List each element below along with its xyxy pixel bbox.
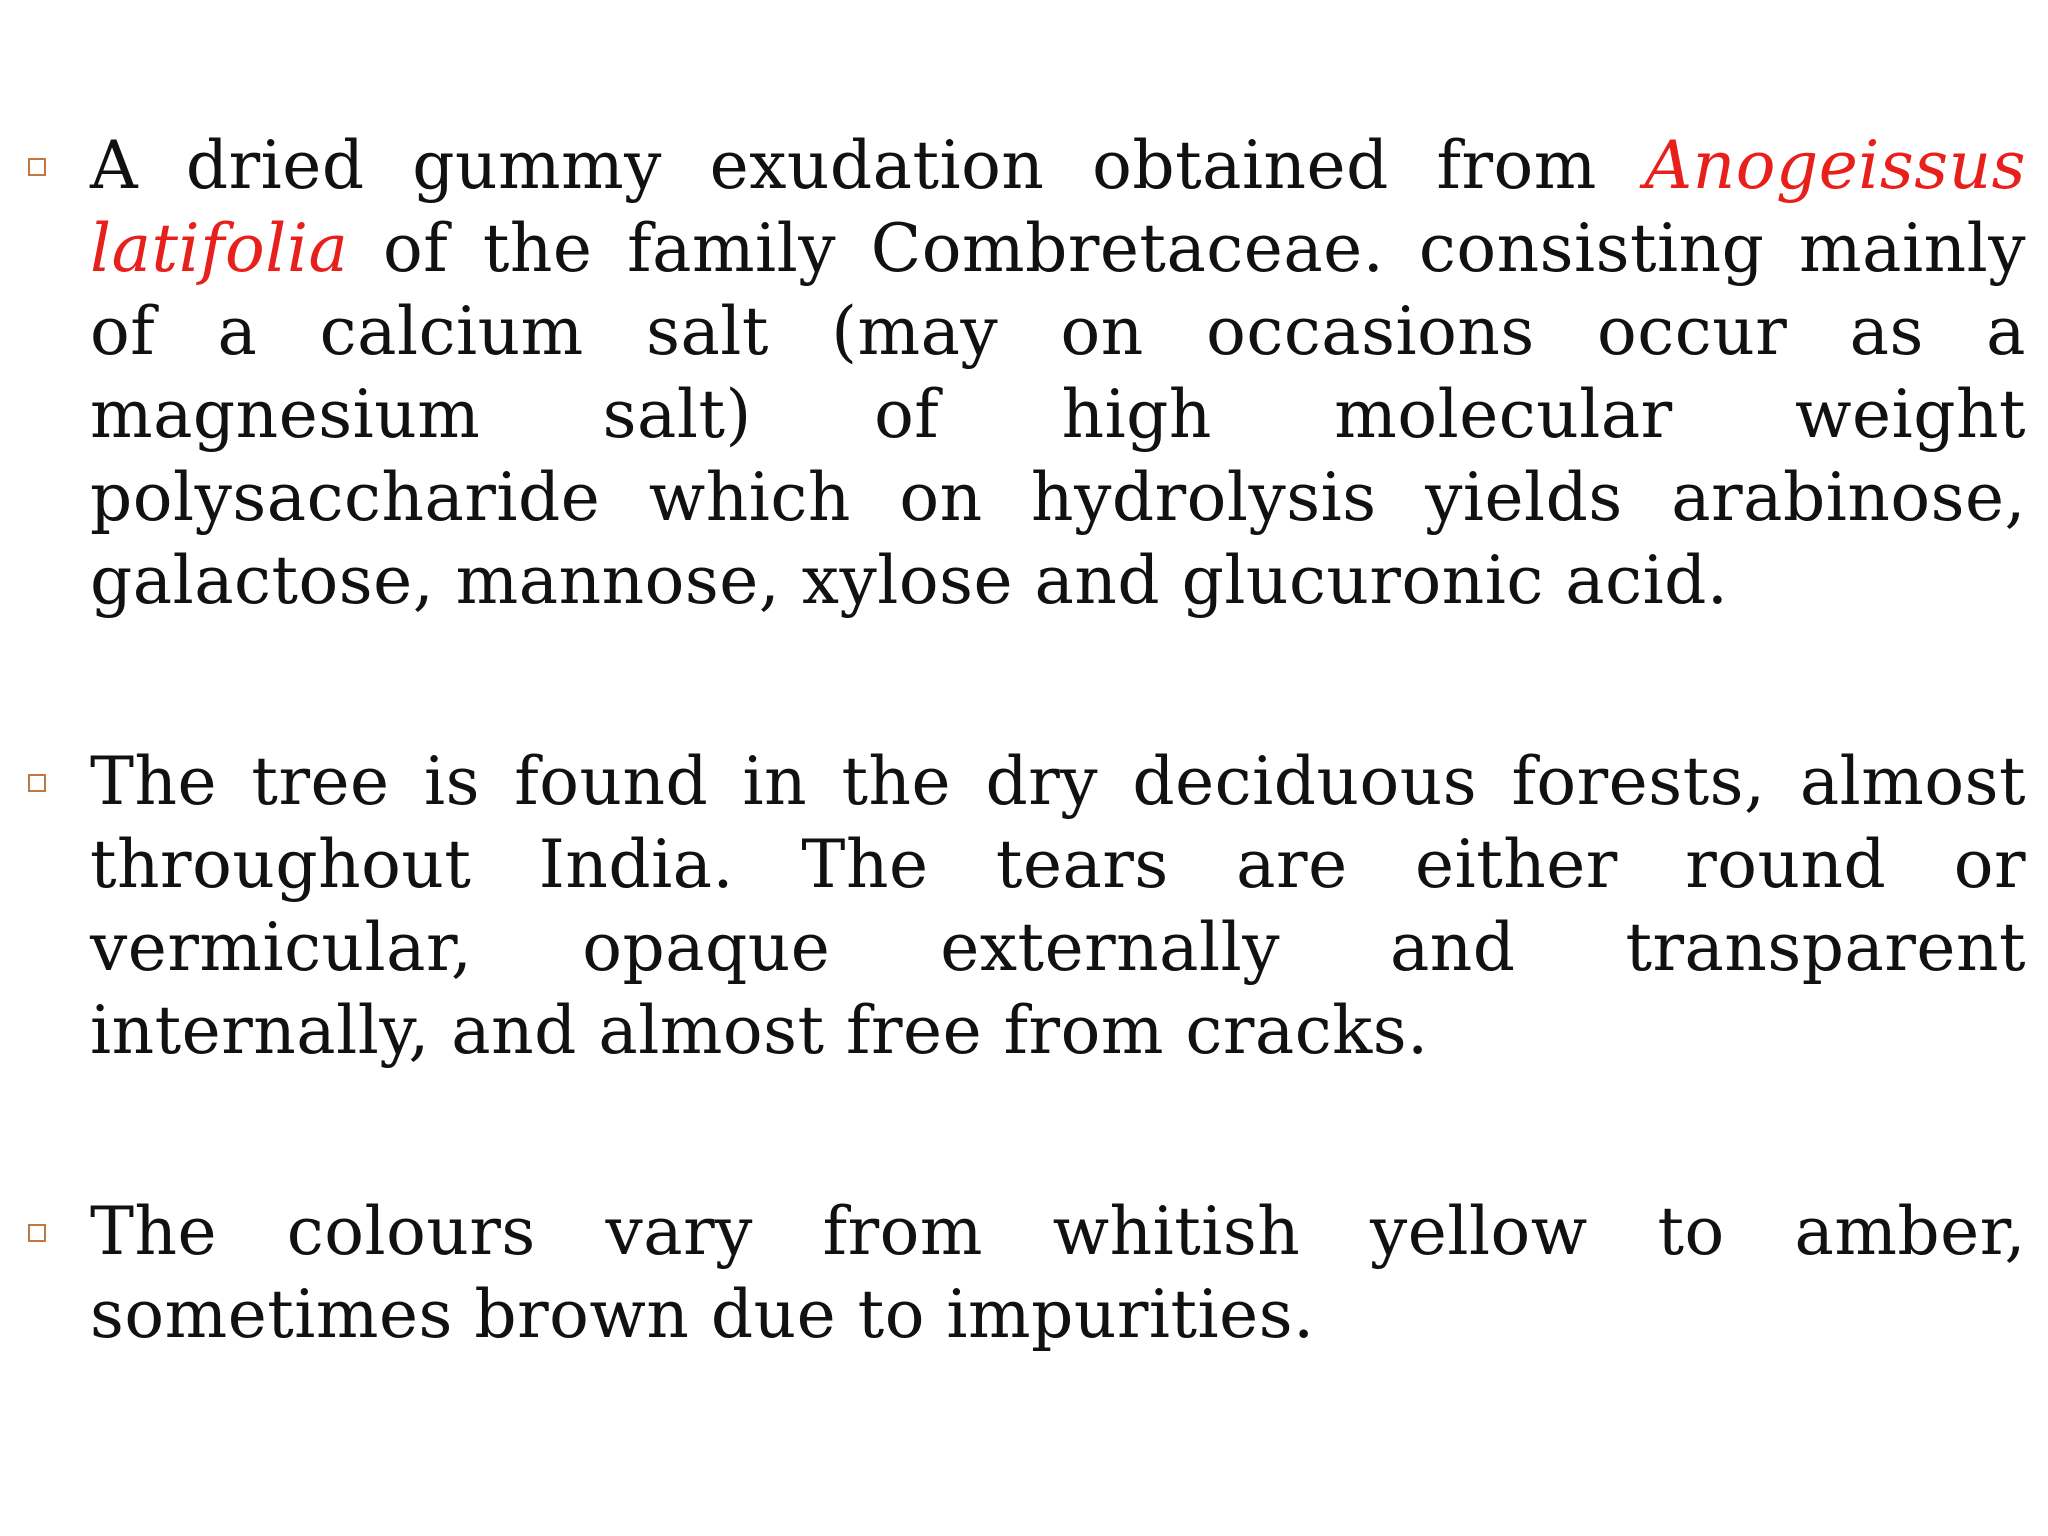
bullet-text: The colours vary from whitish yellow to amber, sometimes brown due to impurities. — [90, 1193, 2026, 1353]
bullet-text-before-species: A dried gummy exudation obtained from — [90, 127, 1645, 204]
bullet-text-after-species: of the family Combretaceae. consisting mainly of a calcium salt (may on occasions occur as a magnesium salt) of high molecular weight polysaccharide which on hydrolysis yields arabinose, galactose, mannose, xylose and glucuronic acid. — [90, 210, 2026, 619]
bullet-item-gum-description — [28, 124, 2038, 622]
bullet-item-colours — [28, 1190, 2038, 1356]
hollow-square-icon — [28, 158, 46, 176]
bullet-text: The tree is found in the dry deciduous forests, almost throughout India. The tears are either round or vermicular, opaque externally and transparent internally, and almost free from cracks. — [90, 743, 2026, 1069]
bullet-item-tree-habitat — [28, 740, 2038, 1072]
hollow-square-icon — [28, 774, 46, 792]
hollow-square-icon — [28, 1224, 46, 1242]
bullet-text — [90, 124, 2026, 622]
species-name: Anogeissus latifolia — [90, 127, 2026, 287]
